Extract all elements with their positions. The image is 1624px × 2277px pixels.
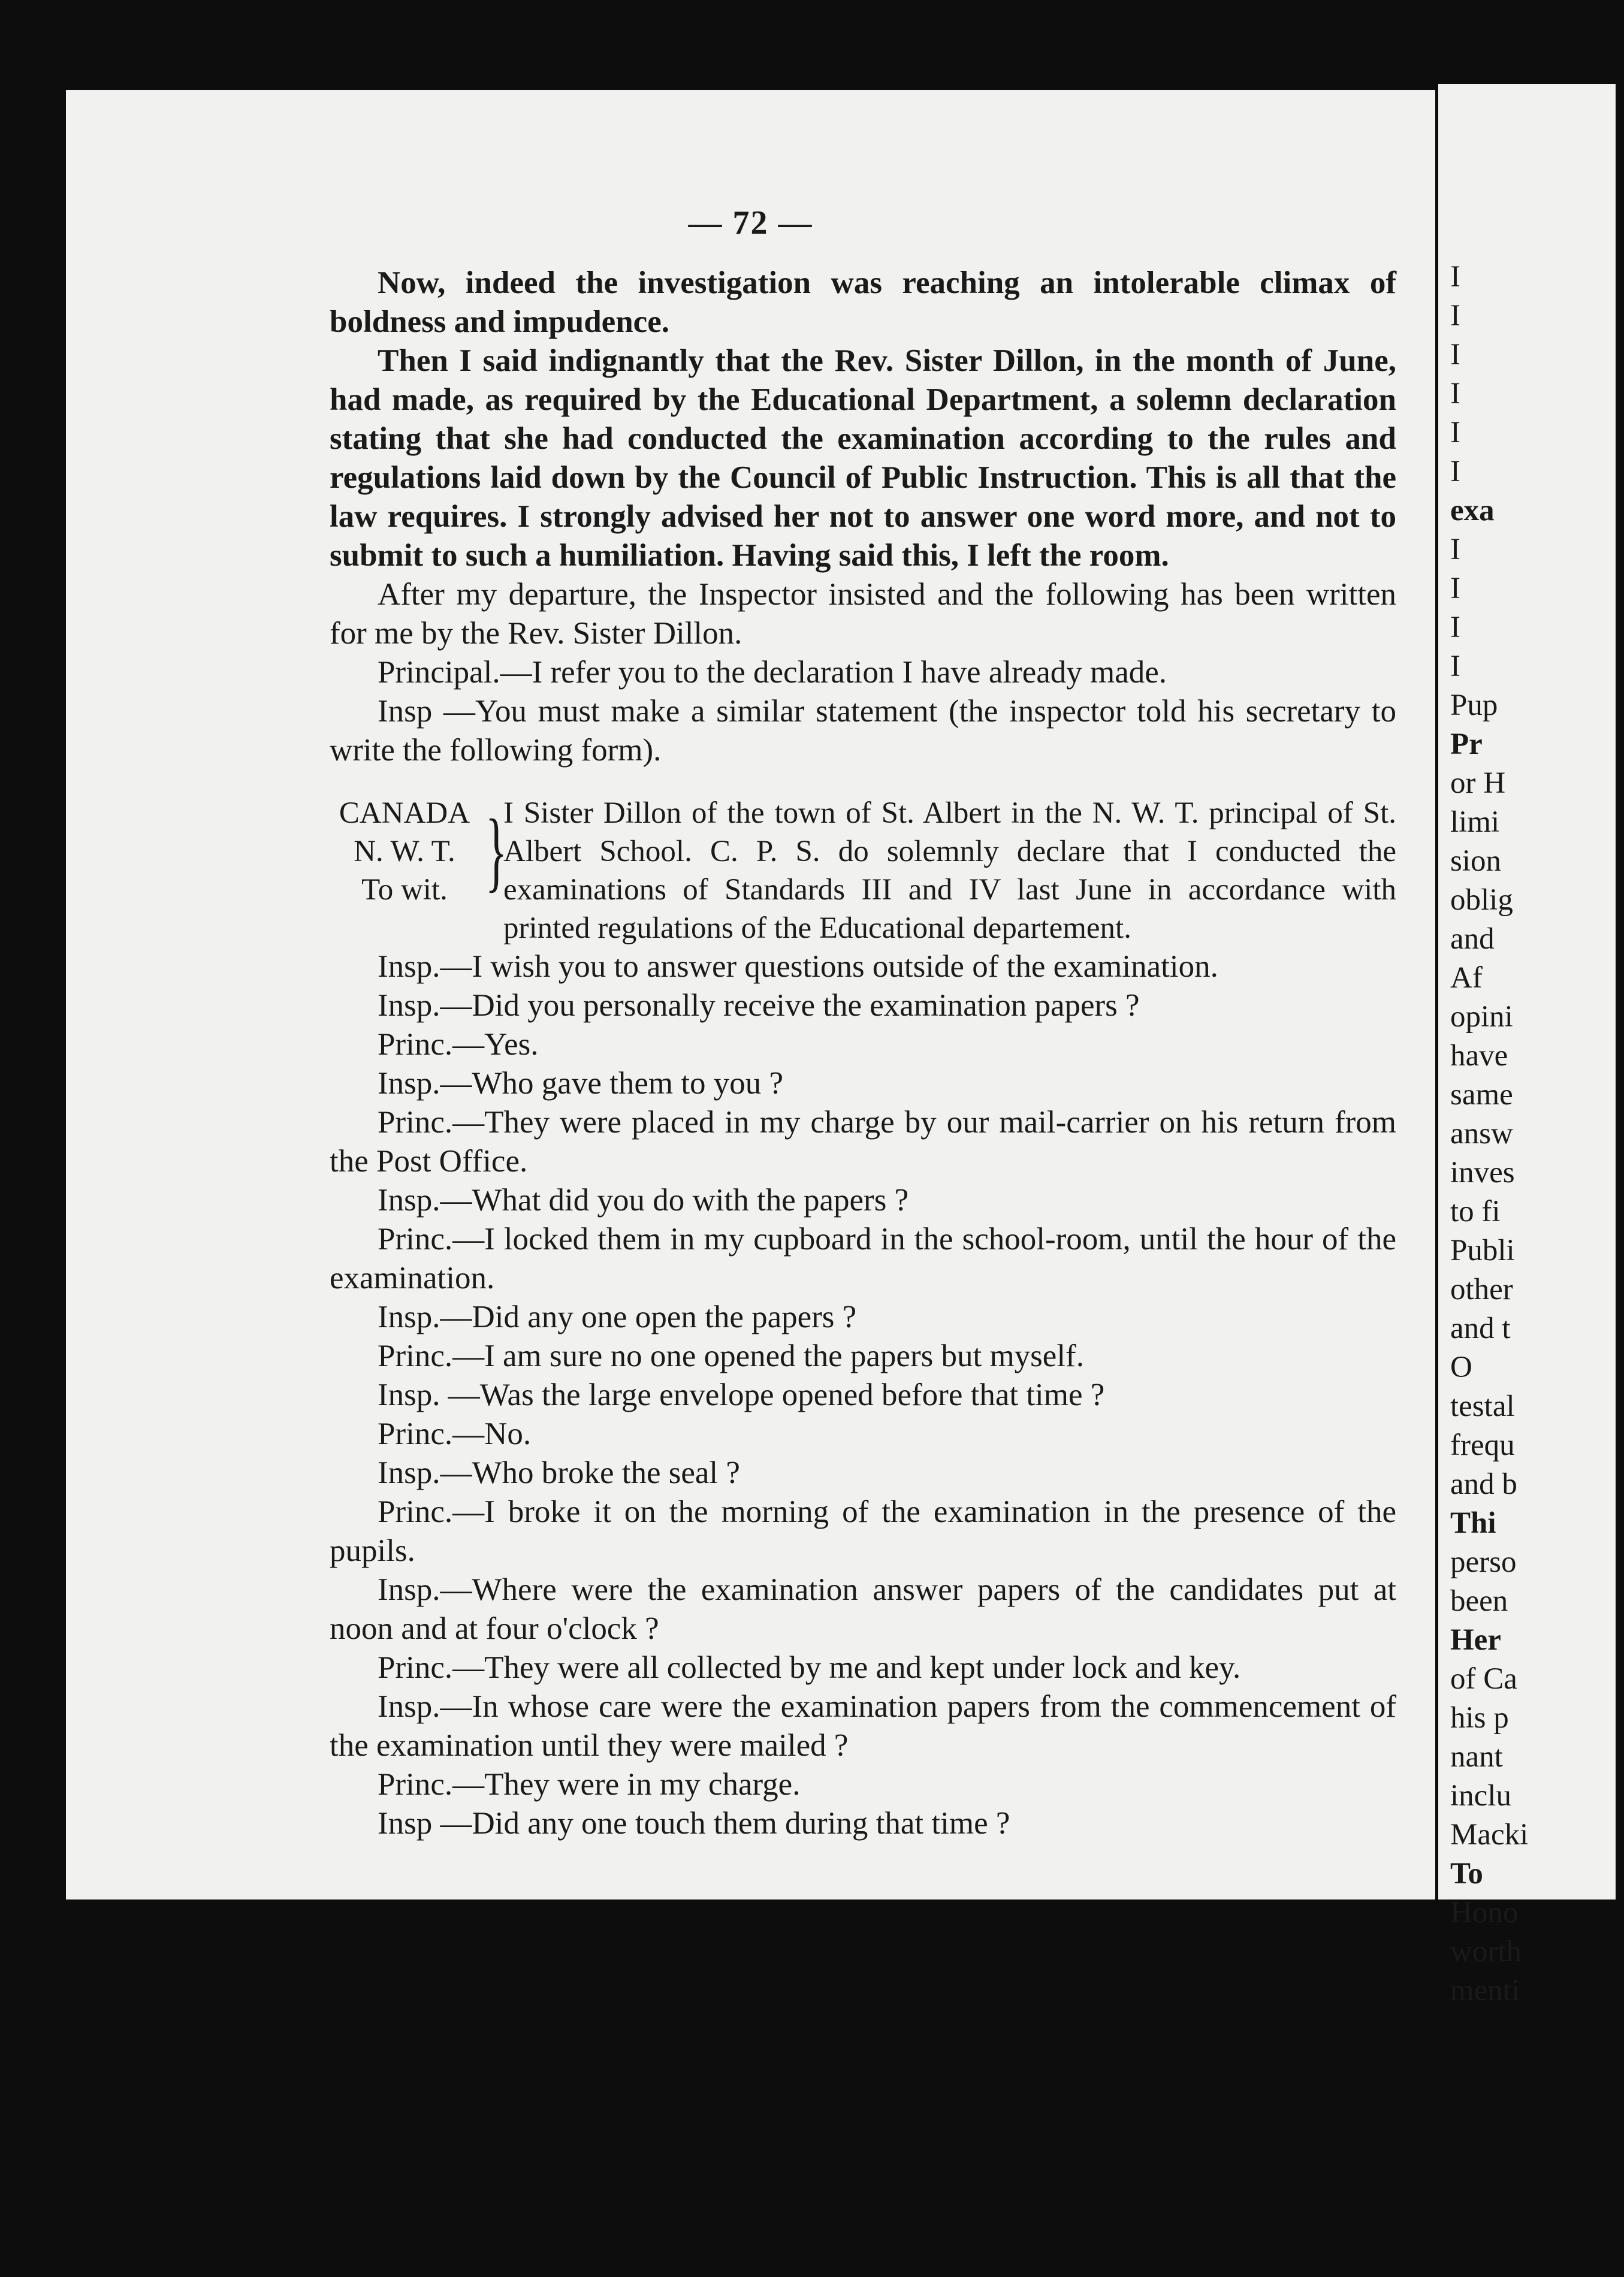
dialogue-line: Princ.—No.	[378, 1417, 532, 1451]
right-page-line: I	[1450, 611, 1460, 644]
dialogue-line: Insp. —Was the large envelope opened before that time ?	[378, 1378, 1105, 1412]
right-page-line: testal	[1450, 1390, 1515, 1423]
right-page-line: I	[1450, 533, 1460, 566]
declaration-line: N. W. T.	[354, 835, 455, 868]
right-page-line: been	[1450, 1584, 1508, 1618]
dialogue-line: Insp.—Did any one open the papers ?	[378, 1300, 857, 1334]
right-page-line: I	[1450, 416, 1460, 449]
right-page-line: oblig	[1450, 883, 1513, 917]
right-page-line: Her	[1450, 1623, 1501, 1657]
declaration-jurisdiction	[330, 794, 479, 947]
dialogue-line: Princ.—They were all collected by me and kept under lock and key.	[378, 1650, 1241, 1685]
right-page-line: Pup	[1450, 688, 1498, 722]
main-text	[330, 264, 1396, 1843]
right-page-line: have	[1450, 1039, 1508, 1073]
paragraph: Then I said indignantly that the Rev. Sister Dillon, in the month of June, had made, as required by the Educational Department, a solemn declaration stating that she had conducted the examination according to the rules and regulations laid down by the Council of Public Instruction. This is all that the law requires. I strongly advised her not to answer one word more, and not to submit to such a humiliation. Having said this, I left the room.	[330, 343, 1396, 573]
right-page-line: Af	[1450, 961, 1483, 995]
right-page-line: sion	[1450, 844, 1502, 878]
right-page-line: and t	[1450, 1312, 1511, 1345]
dialogue-line: Insp.—Did you personally receive the examination papers ?	[378, 988, 1140, 1023]
dialogue-line: Princ.—I am sure no one opened the papers but myself.	[378, 1339, 1084, 1373]
regular-section	[330, 575, 1396, 770]
declaration-line: CANADA	[339, 796, 470, 830]
dialogue-line: Princ.—I locked them in my cupboard in the school-room, until the hour of the examination.	[330, 1222, 1396, 1295]
right-page-line: his p	[1450, 1701, 1509, 1735]
dialogue-line: Insp.—Who gave them to you ?	[378, 1066, 784, 1101]
right-page-line: same	[1450, 1078, 1513, 1112]
right-page-line: menti	[1450, 1974, 1520, 2007]
right-page-line: nant	[1450, 1740, 1503, 1774]
dialogue-line: Insp —Did any one touch them during that time ?	[378, 1806, 1010, 1841]
right-page-line: inves	[1450, 1156, 1515, 1189]
right-page-line: I	[1450, 650, 1460, 683]
right-page-line: Pr	[1450, 727, 1483, 761]
right-page-line: exa	[1450, 494, 1495, 527]
right-page-line: and	[1450, 922, 1495, 956]
paragraph: Principal.—I refer you to the declaration I have already made.	[378, 655, 1167, 690]
right-page-line: Thi	[1450, 1506, 1496, 1540]
brace-glyph: }	[485, 801, 507, 901]
dialogue-line: Insp.—In whose care were the examination papers from the commencement of the examination until they were mailed ?	[330, 1689, 1396, 1763]
right-page-line: I	[1450, 338, 1460, 372]
declaration-line: To wit.	[361, 873, 448, 907]
left-page	[66, 90, 1435, 1899]
right-page-line: I	[1450, 299, 1460, 333]
dialogue-line: Insp.—I wish you to answer questions outside of the examination.	[378, 949, 1218, 984]
paragraph: After my departure, the Inspector insisted and the following has been written for me by the Rev. Sister Dillon.	[330, 577, 1396, 651]
dialogue-line: Princ.—I broke it on the morning of the examination in the presence of the pupils.	[330, 1494, 1396, 1568]
right-page-line: and b	[1450, 1467, 1517, 1501]
dialogue-line: Princ.—They were placed in my charge by our mail-carrier on his return from the Post Office.	[330, 1105, 1396, 1179]
dialogue-line: Insp.—Where were the examination answer papers of the candidates put at noon and at four o'clock ?	[330, 1572, 1396, 1646]
declaration	[330, 794, 1396, 947]
right-page-line: I	[1450, 455, 1460, 488]
right-page-line: I	[1450, 572, 1460, 605]
right-page	[1438, 84, 1616, 2007]
right-page-line: limi	[1450, 805, 1500, 839]
dialogue-line: Princ.—Yes.	[378, 1027, 539, 1062]
right-page-line: Macki	[1450, 1818, 1529, 1852]
dialogue-line: Insp.—Who broke the seal ?	[378, 1455, 740, 1490]
paragraph: Now, indeed the investigation was reaching an intolerable climax of boldness and impudence.	[330, 265, 1396, 339]
right-page-line: answ	[1450, 1117, 1513, 1150]
right-page-line: to fi	[1450, 1195, 1501, 1228]
right-page-line: perso	[1450, 1545, 1517, 1579]
dialogue	[330, 947, 1396, 1843]
right-page-line: I	[1450, 377, 1460, 410]
right-page-line: worth	[1450, 1935, 1522, 1968]
dialogue-line: Princ.—They were in my charge.	[378, 1767, 801, 1802]
right-page-line: Hono	[1450, 1896, 1519, 1929]
right-page-line: opini	[1450, 1000, 1513, 1034]
right-page-line: O	[1450, 1351, 1472, 1384]
right-page-line: frequ	[1450, 1429, 1515, 1462]
page-number: — 72 —	[688, 204, 813, 241]
right-page-line: Publi	[1450, 1234, 1515, 1267]
right-page-line: other	[1450, 1273, 1513, 1306]
bold-section	[330, 264, 1396, 575]
right-page-line: To	[1450, 1857, 1483, 1891]
paragraph: Insp —You must make a similar statement (the inspector told his secretary to write the following form).	[330, 694, 1396, 768]
dialogue-line: Insp.—What did you do with the papers ?	[378, 1183, 909, 1218]
declaration-text: I Sister Dillon of the town of St. Albert in the N. W. T. principal of St. Albert School. C. P. S. do solemnly declare that I conducted the examinations of Standards III and IV last June in accordance with printed regulations of the Educational departement.	[503, 796, 1396, 945]
right-page-line: or H	[1450, 766, 1506, 800]
right-page-line: inclu	[1450, 1779, 1511, 1813]
right-page-line: of Ca	[1450, 1662, 1517, 1696]
right-page-fragments	[1450, 258, 1624, 2010]
right-page-line: I	[1450, 260, 1460, 294]
